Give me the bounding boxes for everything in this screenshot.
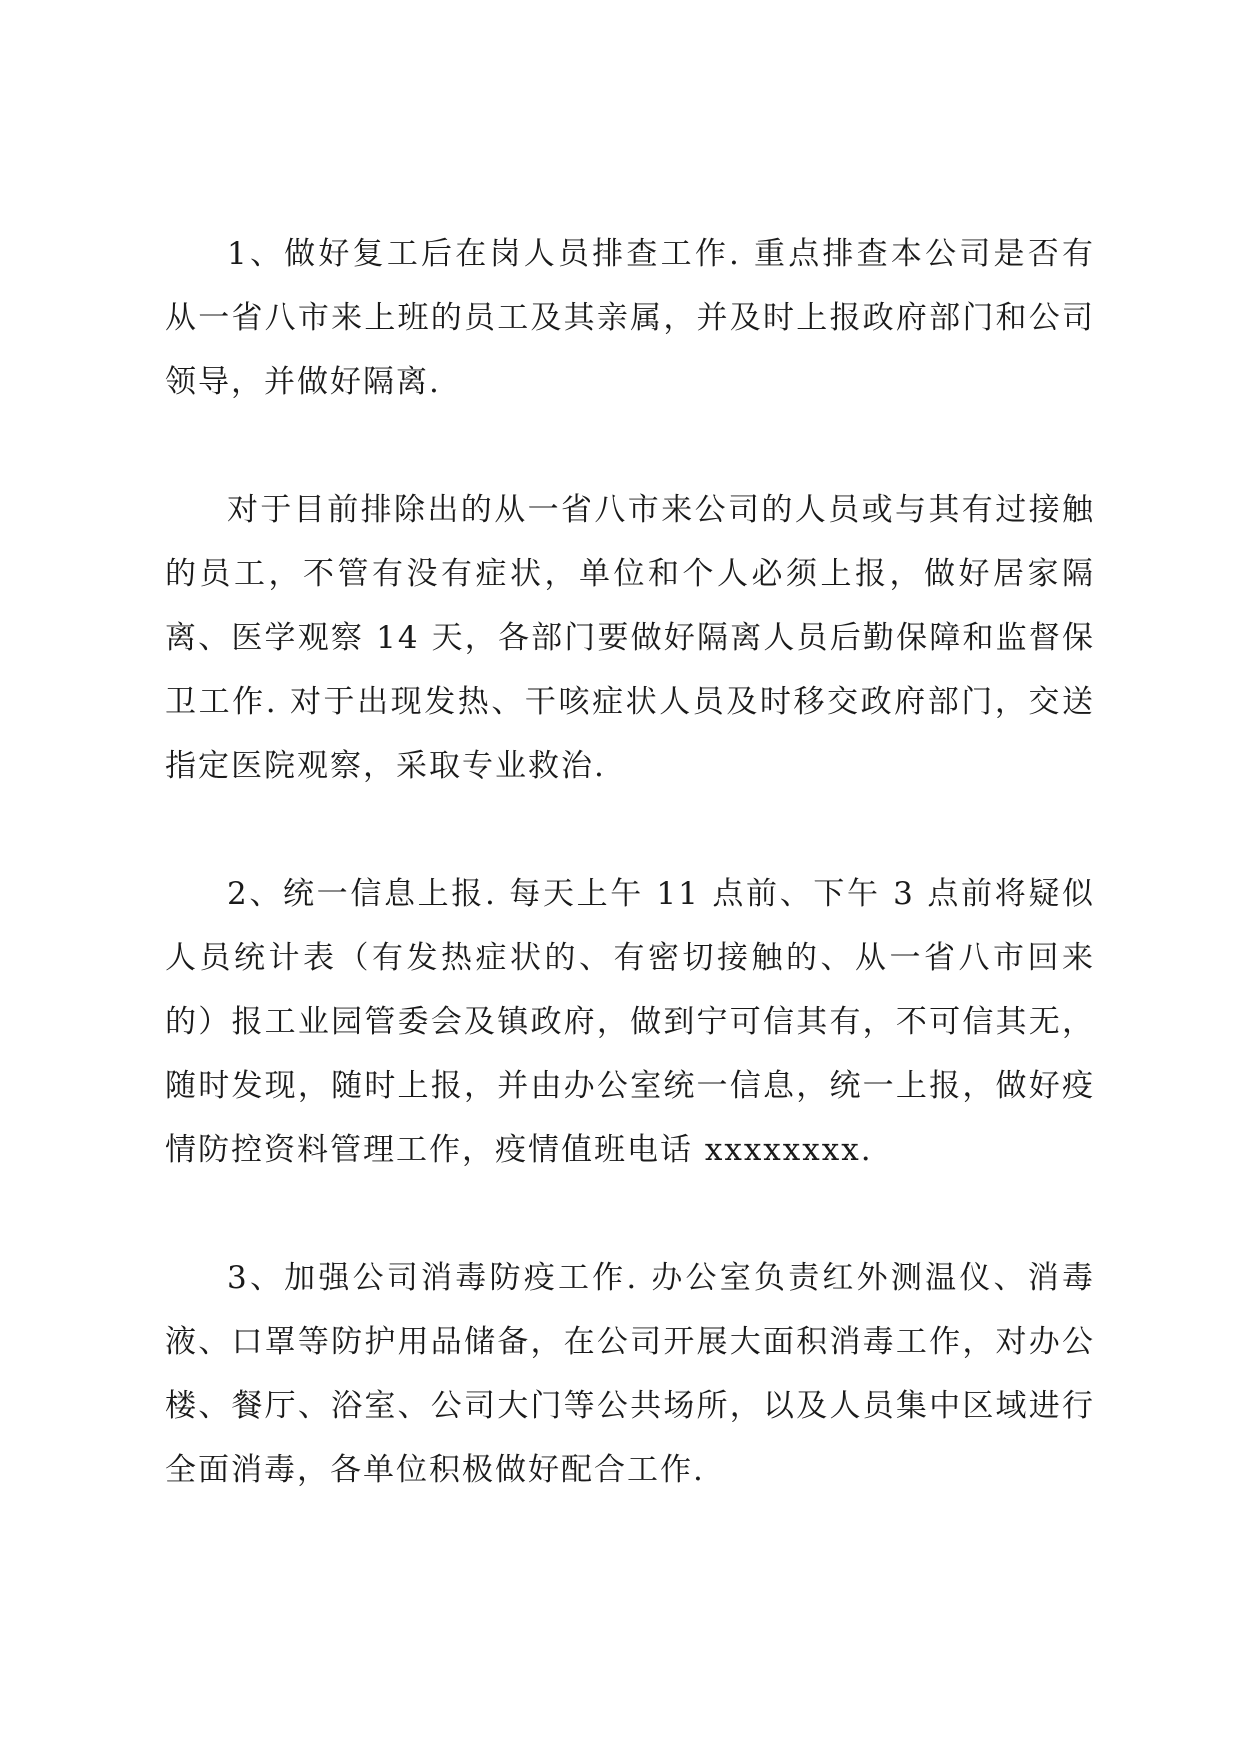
paragraph-3-disinfection: 3、加强公司消毒防疫工作. 办公室负责红外测温仪、消毒液、口罩等防护用品储备，在公司开展大面积消毒工作，对办公楼、餐厅、浴室、公司大门等公共场所，以及人员集中区域进行全面消毒，各单位积极做好配合工作. [165,1260,1095,1488]
document-body [165,222,1095,1502]
paragraph-isolation: 对于目前排除出的从一省八市来公司的人员或与其有过接触的员工，不管有没有症状，单位和个人必须上报，做好居家隔离、医学观察 14 天，各部门要做好隔离人员后勤保障和监督保卫工作. 对于出现发热、干咳症状人员及时移交政府部门，交送指定医院观察，采取专业救治. [165,492,1095,784]
paragraph-2-reporting: 2、统一信息上报. 每天上午 11 点前、下午 3 点前将疑似人员统计表（有发热症状的、有密切接触的、从一省八市回来的）报工业园管委会及镇政府，做到宁可信其有，不可信其无，随时发现，随时上报，并由办公室统一信息，统一上报，做好疫情防控资料管理工作，疫情值班电话 xxxxxxxx. [165,876,1095,1168]
paragraph-1-screening: 1、做好复工后在岗人员排查工作. 重点排查本公司是否有从一省八市来上班的员工及其亲属，并及时上报政府部门和公司领导，并做好隔离. [165,236,1095,400]
